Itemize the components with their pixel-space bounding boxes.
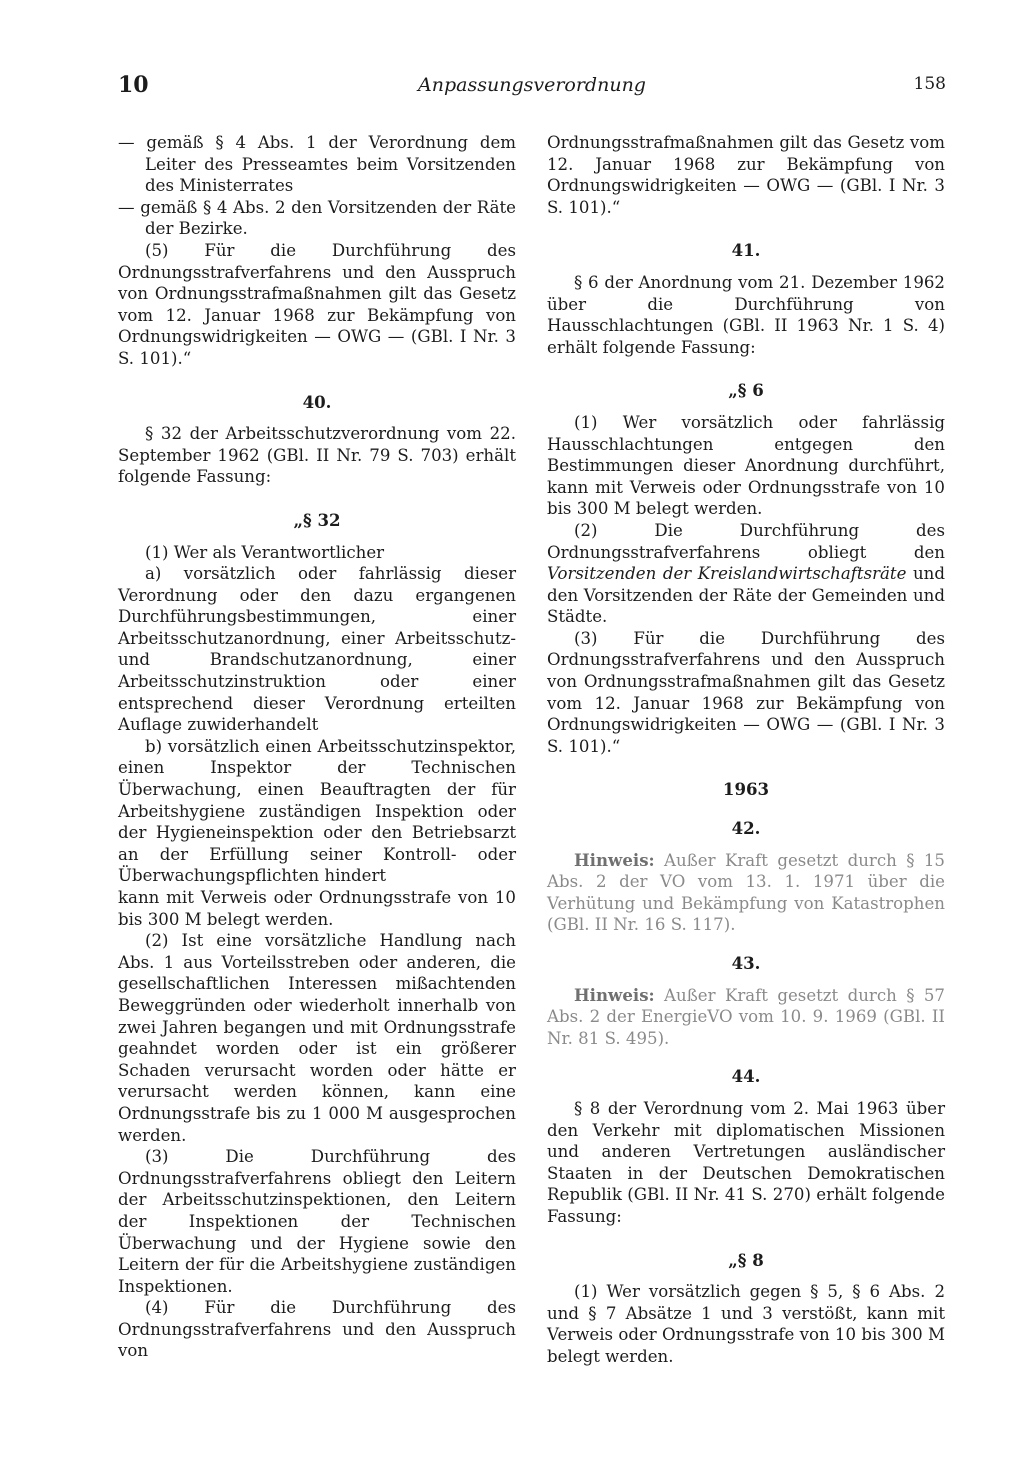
item-intro-41: § 6 der Anordnung vom 21. Dezember 1962 über die Durchführung von Hausschlachtungen (GBl. II 1963 Nr. 1 S. 4) erhält folgende Fassung: [547, 272, 945, 357]
paragraph: (3) Die Durchführung des Ordnungsstrafverfahrens obliegt den Leitern der Arbeitsschutzinspektionen, den Leitern der Inspektionen der Technischen Überwachung und der Hygiene sowie den Leitern der für die Arbeitshygiene zuständigen Inspektionen. [118, 1147, 516, 1296]
paragraph: a) vorsätzlich oder fahrlässig dieser Verordnung oder den dazu ergangenen Durchführungsbestimmungen, einer Arbeitsschutzanordnung, einer Arbeitsschutz- und Brandschutzanordnung, einer Arbeitsschutzinstruktion oder einer entsprechend dieser Verordnung erteilten Auflage zuwiderhandelt [118, 564, 516, 735]
paragraph: b) vorsätzlich einen Arbeitsschutzinspektor, einen Inspektor der Technischen Überwachung, einen Beauftragten der für Arbeitshygiene zuständigen Inspektion oder der Hygieneinspektion oder den Betriebsarzt an der Erfüllung seiner Kontroll- oder Überwachungspflichten hindert [118, 736, 516, 886]
item-intro-44: § 8 der Verordnung vom 2. Mai 1963 über den Verkehr mit diplomatischen Missionen und anderen Vertretungen ausländischer Staaten in der Deutschen Demokratischen Republik (GBl. II Nr. 41 S. 270) erhält folgende Fassung: [547, 1098, 945, 1226]
running-title: Anpassungsverordnung [418, 74, 646, 96]
emphasized-text: Vorsitzenden der Kreislandwirtschaftsräte [547, 564, 907, 584]
paragraph: (4) Für die Durchführung des Ordnungsstrafverfahrens und den Ausspruch von [118, 1298, 516, 1361]
note-text: Außer Kraft gesetzt durch § 15 Abs. 2 der VO vom 13. 1. 1971 über die Verhütung und Bekämpfung von Katastrophen (GBl. II Nr. 16 S. 117). [547, 850, 945, 935]
left-column [118, 132, 516, 1362]
year-heading: 1963 [722, 779, 770, 800]
paragraph: (1) Wer als Verantwortlicher [145, 542, 385, 562]
paragraph: (5) Für die Durchführung des Ordnungsstrafverfahrens und den Ausspruch von Ordnungsstrafmaßnahmen gilt das Gesetz vom 12. Januar 1968 zur Bekämpfung von Ordnungswidrigkeiten — OWG — (GBl. I Nr. 3 S. 101).“ [118, 240, 516, 368]
note-label: Hinweis: [574, 849, 655, 870]
paragraph [547, 520, 945, 628]
paragraph: kann mit Verweis oder Ordnungsstrafe von 10 bis 300 M belegt werden. [118, 888, 516, 929]
dash-item: — gemäß § 4 Abs. 1 der Verordnung dem Leiter des Presseamtes beim Vorsitzenden des Ministerrates [118, 133, 516, 196]
paragraph-heading: „§ 32 [293, 509, 341, 530]
item-intro-40: § 32 der Arbeitsschutzverordnung vom 22. September 1962 (GBl. II Nr. 79 S. 703) erhält folgende Fassung: [118, 424, 516, 487]
paragraph: (3) Für die Durchführung des Ordnungsstrafverfahrens und den Ausspruch von Ordnungsstrafmaßnahmen gilt das Gesetz vom 12. Januar 1968 zur Bekämpfung von Ordnungswidrigkeiten — OWG — (GBl. I Nr. 3 S. 101).“ [547, 628, 945, 756]
text-run: (2) Die Durchführung des Ordnungsstrafverfahrens obliegt den [547, 520, 945, 562]
dash-item: — gemäß § 4 Abs. 2 den Vorsitzenden der Räte der Bezirke. [118, 197, 516, 239]
repeal-note [547, 850, 945, 936]
item-number-41: 41. [731, 240, 761, 261]
paragraph-heading: „§ 6 [728, 380, 764, 401]
paragraph-heading: „§ 8 [728, 1249, 764, 1270]
paragraph: (2) Ist eine vorsätzliche Handlung nach Abs. 1 aus Vorteilsstreben oder anderen, die gesellschaftlichen Interessen mißachtenden Beweggründen oder wiederholt innerhalb von zwei Jahren begangen und mit Ordnungsstrafe geahndet worden oder ist ein größerer Schaden verursacht worden oder hätte er verursacht werden können, kann eine Ordnungsstrafe bis zu 1 000 M ausgesprochen werden. [118, 931, 516, 1145]
item-number-44: 44. [731, 1066, 761, 1087]
repeal-note [547, 985, 945, 1050]
note-text: Außer Kraft gesetzt durch § 57 Abs. 2 der EnergieVO vom 10. 9. 1969 (GBl. II Nr. 81 S. 495). [547, 985, 945, 1048]
note-label: Hinweis: [574, 984, 655, 1005]
paragraph: Ordnungsstrafmaßnahmen gilt das Gesetz vom 12. Januar 1968 zur Bekämpfung von Ordnungswidrigkeiten — OWG — (GBl. I Nr. 3 S. 101).“ [547, 133, 945, 217]
item-number-43: 43. [731, 953, 761, 973]
text-run: und den Vorsitzenden der Räte der Gemeinden und Städte. [547, 564, 945, 627]
item-number-42: 42. [731, 818, 761, 839]
section-number: 10 [118, 72, 149, 98]
page-number: 158 [913, 74, 946, 94]
paragraph: (1) Wer vorsätzlich oder fahrlässig Hausschlachtungen entgegen den Bestimmungen dieser Anordnung durchführt, kann mit Verweis oder Ordnungsstrafe von 10 bis 300 M belegt werden. [547, 412, 945, 519]
item-number-40: 40. [302, 391, 332, 412]
running-header [118, 72, 946, 100]
right-column [547, 132, 945, 1368]
paragraph: (1) Wer vorsätzlich gegen § 5, § 6 Abs. 2 und § 7 Absätze 1 und 3 verstößt, kann mit Verweis oder Ordnungsstrafe von 10 bis 300 M belegt werden. [547, 1282, 945, 1366]
